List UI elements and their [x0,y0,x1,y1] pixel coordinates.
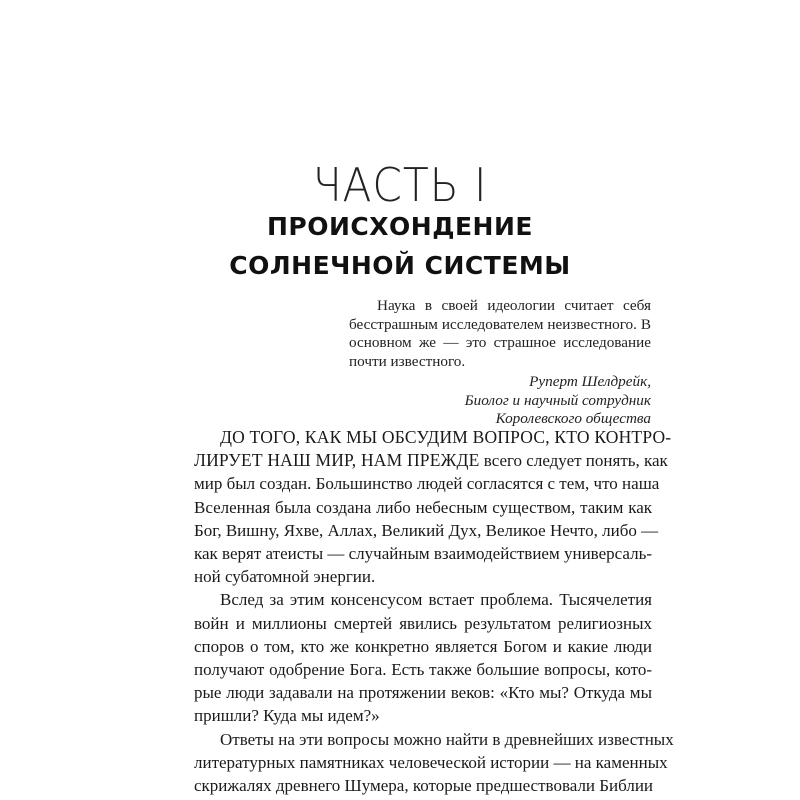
opening-caps-line: ДО ТОГО, КАК МЫ ОБСУДИМ ВОПРОС, КТО КОНТРО- [220,427,672,447]
body-line: рые люди задавали на протяжении веков: «Кто мы? Откуда мы [194,683,652,703]
epigraph-quote-line: Наука в своей идеологии считает себя [377,297,651,314]
opening-caps-text: ЛИРУЕТ НАШ МИР, НАМ ПРЕЖДЕ [194,450,480,471]
epigraph-quote-line: бесстрашным исследователем неизвестного. [349,315,641,333]
paragraph-2 [194,588,652,727]
body-line: как верят атеисты — случайным взаимодействием универсаль- [194,544,652,564]
epigraph-author: Руперт Шелдрейк, [529,373,651,390]
chapter-title [0,207,800,285]
body-line: Ответы на эти вопросы можно найти в древнейших известных [220,729,674,749]
body-line: скрижалях древнего Шумера, которые предшествовали Библии [194,776,654,796]
body-line [194,449,668,472]
paragraph-1 [194,426,672,588]
chapter-title-line: ПРОИСХОНДЕНИЕ [267,212,533,241]
epigraph-attribution [349,373,651,429]
epigraph-role: Биолог и научный сотрудник [464,391,651,409]
body-line: войн и миллионы смертей явились результатом религиозных [194,613,652,633]
chapter-title-line: СОЛНЕЧНОЙ СИСТЕМЫ [229,251,571,280]
body-line: пришли? Куда мы идем?» [194,706,380,726]
epigraph-quote [349,297,651,371]
epigraph [349,297,651,429]
body-line: Вселенная была создана либо небесным существом, таким как [194,497,652,517]
part-title: ЧАСТЬ I [312,158,488,212]
body-line: мир был создан. Большинство людей согласятся с тем, что наша [194,474,660,494]
body-line: получают одобрение Бога. Есть также большие вопросы, кото- [194,660,652,680]
epigraph-quote-line: почти известного. [349,352,466,370]
body-line: ной субатомной энергии. [194,567,376,587]
body-line: Бог, Вишну, Яхве, Аллах, Великий Дух, Великое Нечто, либо — [194,520,659,540]
epigraph-quote-line: В основном же — это страшное исследование [349,315,651,351]
body-line-text: всего следует понять, как [479,451,668,471]
body-text [194,426,674,797]
body-line: Вслед за этим консенсусом встает проблема. Тысячелетия [220,590,652,610]
paragraph-3 [194,728,674,798]
body-line: споров о том, кто же конкретно является Богом и какие люди [194,636,652,656]
body-line: литературных памятниках человеческой истории — на каменных [194,752,668,772]
epigraph-organization: Королевского общества [495,410,651,427]
